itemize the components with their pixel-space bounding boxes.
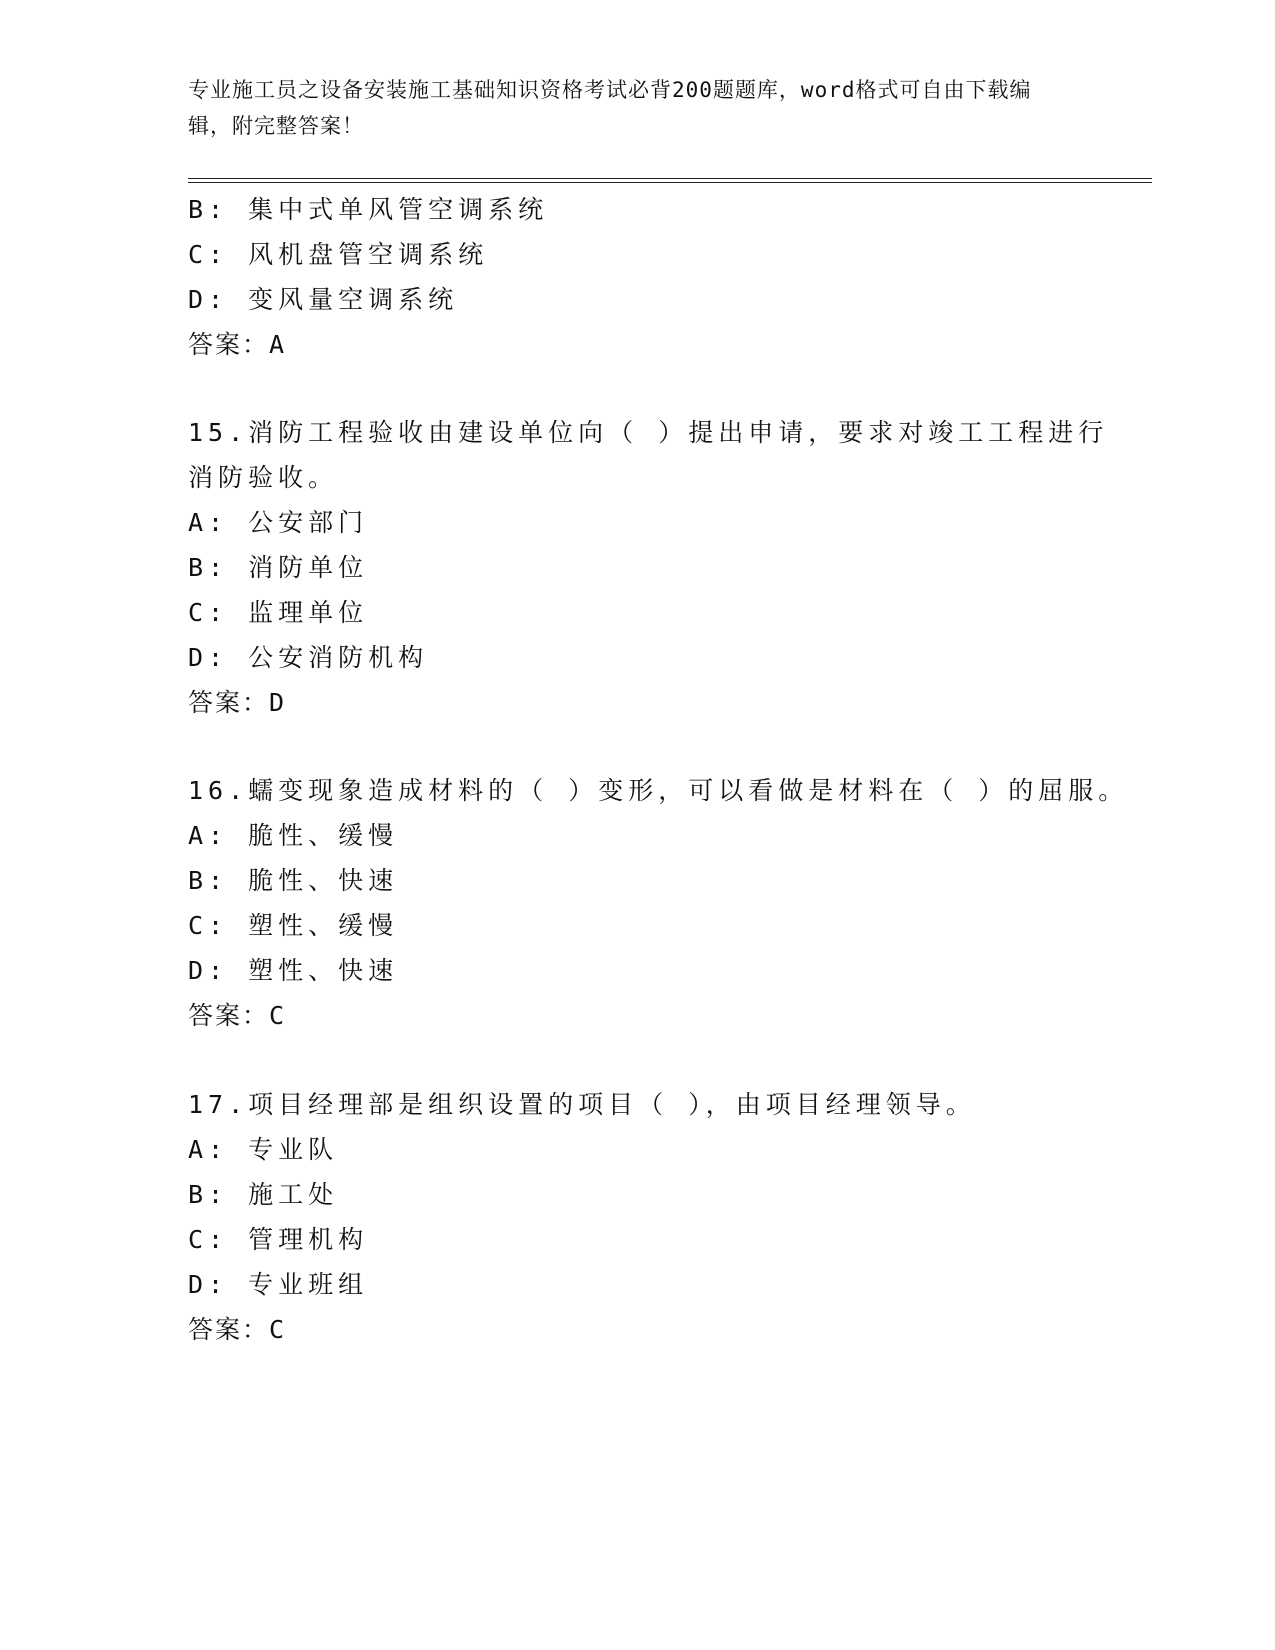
q17-stem-line-1: 17.项目经理部是组织设置的项目（ ），由项目经理领导。 xyxy=(188,1090,976,1119)
q15-stem-line-2: 消防验收。 xyxy=(188,463,339,492)
q14-answer-label: 答案： xyxy=(188,330,270,359)
q17-option-a: A: 专业队 xyxy=(188,1135,339,1164)
q15-answer-value: D xyxy=(269,688,285,717)
page-header-title: 专业施工员之设备安装施工基础知识资格考试必背200题题库，word格式可自由下载编辑，附完整答案！ xyxy=(188,78,1032,138)
q17-option-d: D: 专业班组 xyxy=(188,1270,369,1299)
q14-answer xyxy=(188,330,284,360)
q17-answer-label: 答案： xyxy=(188,1315,270,1344)
header-divider-bottom xyxy=(188,182,1152,183)
q17-answer-value: C xyxy=(269,1315,285,1344)
q16-option-d: D: 塑性、快速 xyxy=(188,956,399,985)
q15-stem-line-1: 15.消防工程验收由建设单位向（ ）提出申请，要求对竣工工程进行 xyxy=(188,418,1109,447)
q14-option-d: D: 变风量空调系统 xyxy=(188,285,459,314)
q14-option-b: B: 集中式单风管空调系统 xyxy=(188,195,549,224)
q16-stem-line-1: 16.蠕变现象造成材料的（ ）变形，可以看做是材料在（ ）的屈服。 xyxy=(188,776,1129,805)
q16-answer xyxy=(188,1001,284,1031)
q16-option-b: B: 脆性、快速 xyxy=(188,866,399,895)
q14-answer-value: A xyxy=(269,330,285,359)
q16-answer-label: 答案： xyxy=(188,1001,270,1030)
q15-answer xyxy=(188,688,284,718)
q17-option-c: C: 管理机构 xyxy=(188,1225,369,1254)
q16-option-a: A: 脆性、缓慢 xyxy=(188,821,399,850)
q16-option-c: C: 塑性、缓慢 xyxy=(188,911,399,940)
q15-option-a: A: 公安部门 xyxy=(188,508,369,537)
q15-option-c: C: 监理单位 xyxy=(188,598,369,627)
q16-answer-value: C xyxy=(269,1001,285,1030)
q17-option-b: B: 施工处 xyxy=(188,1180,339,1209)
q17-answer xyxy=(188,1315,284,1345)
q14-option-c: C: 风机盘管空调系统 xyxy=(188,240,489,269)
q15-option-b: B: 消防单位 xyxy=(188,553,369,582)
q15-answer-label: 答案： xyxy=(188,688,270,717)
header-divider-top xyxy=(188,178,1152,179)
q15-option-d: D: 公安消防机构 xyxy=(188,643,429,672)
